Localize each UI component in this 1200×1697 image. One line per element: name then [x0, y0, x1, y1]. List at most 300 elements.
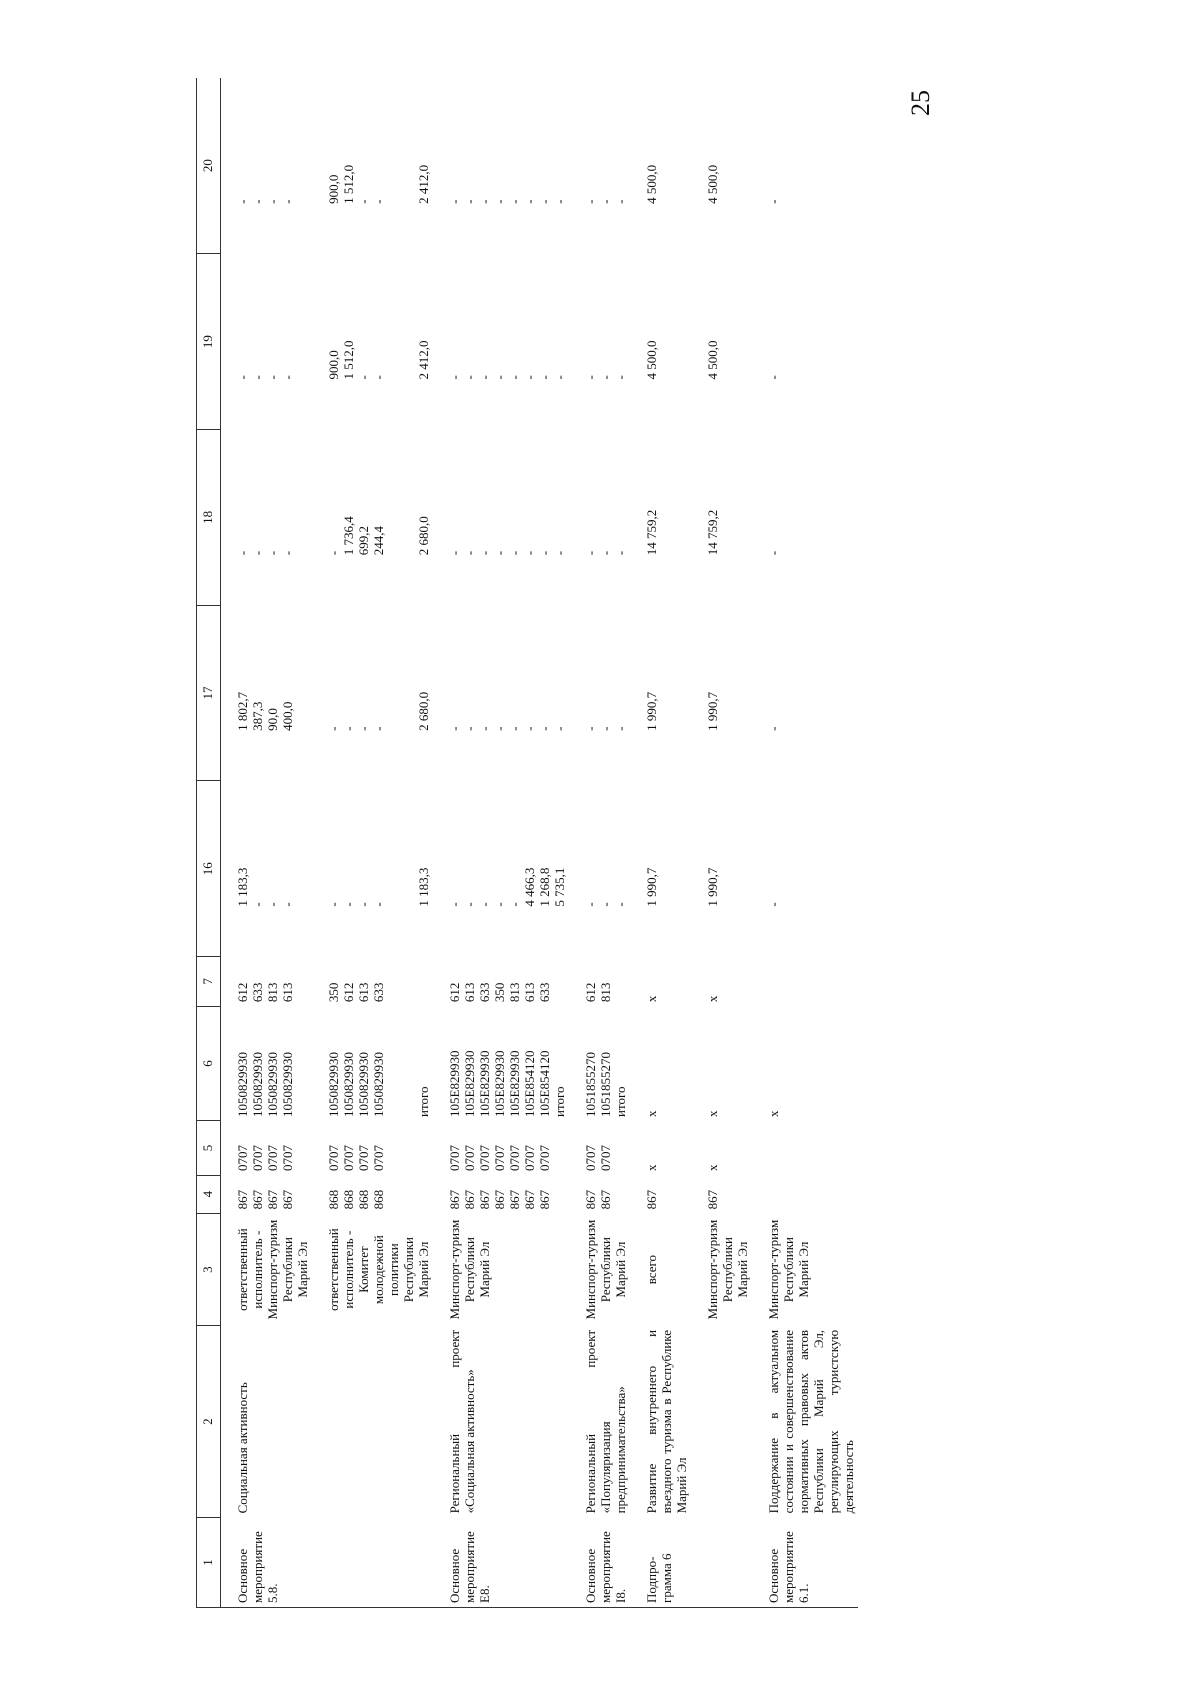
row-expense-type: [752, 957, 858, 1007]
row-target-code: [630, 1006, 691, 1121]
value-col-19: [312, 254, 433, 430]
value-col-20: [752, 78, 858, 254]
cell-line: 868: [356, 1189, 371, 1210]
cell-line: -: [492, 726, 507, 731]
column-header: 4: [197, 1175, 221, 1213]
cell-line: [401, 609, 416, 731]
row-title: [691, 1326, 752, 1517]
cell-line: -: [477, 550, 492, 556]
row-section-code: [433, 1121, 569, 1175]
cell-line: [401, 1010, 416, 1117]
cell-line: -: [356, 726, 371, 731]
row-section-code: [221, 1121, 313, 1175]
value-col-16: [691, 781, 752, 957]
cell-line: -: [265, 199, 280, 204]
cell-line: 1050829930: [250, 1051, 265, 1117]
row-title: Поддержание в актуальном состоянии и совершенствование нормативных правовых актов Республики Марий Эл, регулирующих туристскую деятельность: [766, 1329, 856, 1514]
value-col-18: [630, 430, 691, 606]
cell-line: 633: [371, 982, 386, 1003]
column-header: 6: [197, 1006, 221, 1121]
cell-line: 4 466,3: [522, 867, 537, 907]
table-header-row: [197, 78, 221, 1608]
cell-line: 387,3: [250, 701, 265, 731]
cell-line: 105Е854120: [537, 1050, 552, 1117]
cell-line: -: [356, 902, 371, 907]
value-col-19: [221, 254, 313, 430]
cell-line: итого: [613, 1086, 628, 1117]
value-col-18: [433, 430, 569, 606]
row-code: Подпро-грамма 6: [630, 1517, 691, 1607]
cell-line: 0707: [250, 1145, 265, 1172]
column-header: 3: [197, 1213, 221, 1326]
cell-line: -: [280, 375, 295, 380]
row-gr-code: [569, 1175, 630, 1213]
cell-line: 1 268,8: [537, 867, 552, 907]
cell-line: [401, 785, 416, 907]
cell-line: -: [477, 199, 492, 204]
cell-line: -: [250, 199, 265, 204]
cell-line: 0707: [507, 1145, 522, 1172]
cell-line: 1050829930: [371, 1051, 386, 1117]
value-col-16: [752, 781, 858, 957]
row-title: [312, 1326, 433, 1517]
row-executor: Минспорт-туризм Республики Марий Эл: [766, 1219, 811, 1320]
cell-line: 1050829930: [356, 1051, 371, 1117]
cell-line: итого: [552, 1086, 567, 1117]
row-target-code: [312, 1006, 433, 1121]
cell-line: -: [265, 550, 280, 556]
cell-line: 105Е829930: [447, 1050, 462, 1117]
cell-line: 867: [507, 1189, 522, 1210]
value-col-16: [433, 781, 569, 957]
cell-line: -: [326, 902, 341, 907]
cell-line: -: [537, 375, 552, 380]
value-col-19: [569, 254, 630, 430]
cell-line: -: [552, 199, 567, 204]
row-section-code: [569, 1121, 630, 1175]
cell-line: -: [235, 199, 250, 204]
cell-line: -: [552, 375, 567, 380]
cell-line: 613: [522, 982, 537, 1003]
value-col-18: [221, 430, 313, 606]
column-header: 2: [197, 1326, 221, 1517]
cell-line: -: [447, 726, 462, 731]
cell-line: 867: [265, 1189, 280, 1210]
cell-line: 867: [705, 1189, 720, 1210]
cell-line: 1050829930: [235, 1051, 250, 1117]
cell-line: -: [537, 550, 552, 556]
table-row: [752, 78, 858, 1608]
cell-line: -: [552, 726, 567, 731]
cell-line: -: [522, 199, 537, 204]
page-number: 25: [906, 90, 935, 116]
row-expense-type: [691, 957, 752, 1007]
cell-line: 1051855270: [583, 1051, 598, 1117]
cell-line: -: [766, 375, 781, 380]
cell-line: -: [766, 902, 781, 907]
cell-line: [401, 82, 416, 204]
cell-line: -: [250, 375, 265, 380]
row-gr-code: [433, 1175, 569, 1213]
cell-line: -: [326, 726, 341, 731]
cell-line: 699,2: [356, 525, 371, 556]
cell-line: 1 990,7: [644, 867, 659, 907]
row-gr-code: [312, 1175, 433, 1213]
cell-line: 105Е829930: [492, 1050, 507, 1117]
row-gr-code: [630, 1175, 691, 1213]
value-col-19: [630, 254, 691, 430]
value-col-17: [569, 605, 630, 781]
cell-line: 1050829930: [280, 1051, 295, 1117]
cell-line: 0707: [235, 1145, 250, 1172]
cell-line: 633: [250, 982, 265, 1003]
cell-line: 2 412,0: [416, 164, 431, 204]
cell-line: х: [644, 1110, 659, 1117]
cell-line: 90,0: [265, 708, 280, 731]
cell-line: -: [507, 550, 522, 556]
cell-line: 867: [492, 1189, 507, 1210]
cell-line: -: [766, 199, 781, 204]
column-header: 7: [197, 957, 221, 1007]
cell-line: -: [766, 550, 781, 556]
row-title: Региональный проект «Социальная активность»: [447, 1329, 477, 1514]
row-title: Развитие внутреннего и въездного туризма в Республике Марий Эл: [644, 1329, 689, 1514]
cell-line: -: [356, 375, 371, 380]
cell-line: 105Е829930: [507, 1050, 522, 1117]
cell-line: 350: [326, 982, 341, 1003]
cell-line: х: [644, 995, 659, 1003]
cell-line: 0707: [477, 1145, 492, 1172]
cell-line: -: [492, 550, 507, 556]
cell-line: 867: [235, 1189, 250, 1210]
cell-line: 613: [280, 982, 295, 1003]
cell-line: 867: [644, 1189, 659, 1210]
table-row: [221, 78, 313, 1608]
cell-line: -: [507, 375, 522, 380]
cell-line: -: [522, 375, 537, 380]
rotated-table-container: [196, 78, 914, 1608]
cell-line: 0707: [583, 1145, 598, 1172]
cell-line: х: [705, 1110, 720, 1117]
cell-line: х: [766, 1110, 781, 1117]
cell-line: -: [613, 550, 628, 556]
cell-line: -: [341, 902, 356, 907]
cell-line: -: [265, 902, 280, 907]
cell-line: 105Е829930: [477, 1050, 492, 1117]
column-header: 20: [197, 78, 221, 254]
cell-line: 867: [598, 1189, 613, 1210]
row-section-code: [691, 1121, 752, 1175]
row-section-code: [630, 1121, 691, 1175]
cell-line: -: [477, 902, 492, 907]
cell-line: 1 736,4: [341, 516, 356, 556]
table-row: [312, 78, 433, 1608]
row-executor: Минспорт-туризм Республики Марий Эл: [705, 1219, 750, 1320]
cell-line: [386, 785, 401, 907]
cell-line: [386, 82, 401, 204]
cell-line: 1 802,7: [235, 691, 250, 731]
cell-line: -: [265, 375, 280, 380]
row-expense-type: [312, 957, 433, 1007]
cell-line: 1 512,0: [341, 164, 356, 204]
cell-line: 613: [462, 982, 477, 1003]
row-title: Региональный проект «Популяризация предпринимательства»: [583, 1329, 628, 1514]
value-col-17: [752, 605, 858, 781]
row-code: Основное мероприятие 5.8.: [221, 1517, 313, 1607]
cell-line: 4 500,0: [644, 340, 659, 380]
cell-line: -: [477, 726, 492, 731]
cell-line: 0707: [522, 1145, 537, 1172]
cell-line: -: [598, 902, 613, 907]
value-col-19: [691, 254, 752, 430]
cell-line: -: [447, 199, 462, 204]
cell-line: -: [250, 902, 265, 907]
cell-line: 633: [537, 982, 552, 1003]
cell-line: х: [705, 995, 720, 1003]
cell-line: -: [492, 375, 507, 380]
row-code: [312, 1517, 433, 1607]
cell-line: 868: [341, 1189, 356, 1210]
cell-line: -: [371, 375, 386, 380]
cell-line: 633: [477, 982, 492, 1003]
cell-line: -: [598, 199, 613, 204]
cell-line: 4 500,0: [705, 164, 720, 204]
cell-line: 0707: [265, 1145, 280, 1172]
cell-line: 867: [280, 1189, 295, 1210]
cell-line: 0707: [371, 1145, 386, 1172]
cell-line: -: [766, 726, 781, 731]
cell-line: 0707: [341, 1145, 356, 1172]
cell-line: [401, 258, 416, 380]
cell-line: 613: [356, 982, 371, 1003]
value-col-17: [433, 605, 569, 781]
value-col-20: [433, 78, 569, 254]
cell-line: [386, 434, 401, 556]
cell-line: -: [598, 550, 613, 556]
value-col-17: [630, 605, 691, 781]
row-target-code: [752, 1006, 858, 1121]
cell-line: 5 735,1: [552, 867, 567, 907]
cell-line: 1050829930: [341, 1051, 356, 1117]
cell-line: 867: [522, 1189, 537, 1210]
cell-line: [386, 1010, 401, 1117]
cell-line: -: [613, 375, 628, 380]
value-col-18: [691, 430, 752, 606]
cell-line: 0707: [280, 1145, 295, 1172]
cell-line: -: [583, 902, 598, 907]
cell-line: 1 990,7: [705, 691, 720, 731]
cell-line: 867: [447, 1189, 462, 1210]
cell-line: х: [644, 1164, 659, 1172]
value-col-17: [691, 605, 752, 781]
column-header: 16: [197, 781, 221, 957]
table-row: [691, 78, 752, 1608]
cell-line: итого: [416, 1086, 431, 1117]
cell-line: -: [507, 902, 522, 907]
row-expense-type: [569, 957, 630, 1007]
cell-line: -: [598, 726, 613, 731]
row-expense-type: [221, 957, 313, 1007]
column-header: 17: [197, 605, 221, 781]
cell-line: 0707: [462, 1145, 477, 1172]
row-expense-type: [630, 957, 691, 1007]
cell-line: 813: [265, 982, 280, 1003]
cell-line: 1 990,7: [644, 691, 659, 731]
cell-line: 813: [598, 982, 613, 1003]
row-code: Основное мероприятие Е8.: [433, 1517, 569, 1607]
row-gr-code: [221, 1175, 313, 1213]
value-col-17: [221, 605, 313, 781]
cell-line: -: [462, 902, 477, 907]
cell-line: -: [462, 375, 477, 380]
value-col-18: [569, 430, 630, 606]
cell-line: 868: [371, 1189, 386, 1210]
cell-line: -: [507, 726, 522, 731]
cell-line: -: [552, 550, 567, 556]
value-col-19: [752, 254, 858, 430]
row-target-code: [221, 1006, 313, 1121]
row-title: Социальная активность: [235, 1382, 250, 1514]
cell-line: 105Е829930: [462, 1050, 477, 1117]
value-col-16: [312, 781, 433, 957]
cell-line: -: [598, 375, 613, 380]
cell-line: 350: [492, 982, 507, 1003]
cell-line: 4 500,0: [705, 340, 720, 380]
cell-line: -: [280, 199, 295, 204]
value-col-20: [569, 78, 630, 254]
cell-line: -: [326, 550, 341, 556]
cell-line: -: [537, 199, 552, 204]
cell-line: -: [235, 550, 250, 556]
row-target-code: [569, 1006, 630, 1121]
table-row: [433, 78, 569, 1608]
value-col-20: [691, 78, 752, 254]
table-row: [630, 78, 691, 1608]
cell-line: 14 759,2: [644, 509, 659, 556]
cell-line: -: [477, 375, 492, 380]
row-expense-type: [433, 957, 569, 1007]
cell-line: 244,4: [371, 525, 386, 556]
value-col-18: [752, 430, 858, 606]
value-col-16: [221, 781, 313, 957]
column-header: 1: [197, 1517, 221, 1607]
value-col-19: [433, 254, 569, 430]
cell-line: [401, 434, 416, 556]
cell-line: -: [492, 199, 507, 204]
row-section-code: [752, 1121, 858, 1175]
cell-line: 867: [583, 1189, 598, 1210]
cell-line: [386, 258, 401, 380]
cell-line: -: [522, 726, 537, 731]
cell-line: 0707: [492, 1145, 507, 1172]
cell-line: 4 500,0: [644, 164, 659, 204]
cell-line: 0707: [326, 1145, 341, 1172]
cell-line: 2 680,0: [416, 691, 431, 731]
cell-line: -: [462, 550, 477, 556]
cell-line: -: [522, 550, 537, 556]
value-col-20: [630, 78, 691, 254]
cell-line: 867: [250, 1189, 265, 1210]
cell-line: -: [613, 902, 628, 907]
row-executor: ответственный исполнитель - Минспорт-туризм Республики Марий Эл: [235, 1219, 310, 1320]
cell-line: -: [341, 726, 356, 731]
cell-line: -: [371, 902, 386, 907]
cell-line: -: [462, 199, 477, 204]
cell-line: -: [371, 199, 386, 204]
cell-line: -: [492, 902, 507, 907]
cell-line: 612: [235, 982, 250, 1003]
row-executor: всего: [644, 1254, 659, 1285]
cell-line: -: [447, 902, 462, 907]
value-col-18: [312, 430, 433, 606]
cell-line: 0707: [598, 1145, 613, 1172]
cell-line: 900,0: [326, 174, 341, 204]
value-col-20: [221, 78, 313, 254]
budget-table: [196, 78, 858, 1608]
cell-line: 1050829930: [265, 1051, 280, 1117]
row-executor: Минспорт-туризм Республики Марий Эл: [447, 1219, 492, 1320]
cell-line: -: [583, 726, 598, 731]
row-section-code: [312, 1121, 433, 1175]
cell-line: -: [462, 726, 477, 731]
row-target-code: [433, 1006, 569, 1121]
cell-line: 2 412,0: [416, 340, 431, 380]
cell-line: 0707: [356, 1145, 371, 1172]
cell-line: -: [235, 375, 250, 380]
cell-line: 2 680,0: [416, 516, 431, 556]
cell-line: [386, 609, 401, 731]
row-gr-code: [752, 1175, 858, 1213]
cell-line: 612: [447, 982, 462, 1003]
column-header: 5: [197, 1121, 221, 1175]
row-target-code: [691, 1006, 752, 1121]
row-gr-code: [691, 1175, 752, 1213]
cell-line: 612: [583, 982, 598, 1003]
cell-line: 900,0: [326, 350, 341, 380]
cell-line: 867: [477, 1189, 492, 1210]
cell-line: -: [583, 375, 598, 380]
cell-line: 1 183,3: [416, 867, 431, 907]
cell-line: -: [280, 902, 295, 907]
cell-line: -: [356, 199, 371, 204]
cell-line: 0707: [447, 1145, 462, 1172]
cell-line: -: [613, 726, 628, 731]
column-header: 18: [197, 430, 221, 606]
row-code: Основное мероприятие 6.1.: [752, 1517, 858, 1607]
cell-line: 1050829930: [326, 1051, 341, 1117]
cell-line: 14 759,2: [705, 509, 720, 556]
cell-line: 813: [507, 982, 522, 1003]
cell-line: 1 183,3: [235, 867, 250, 907]
cell-line: 1051855270: [598, 1051, 613, 1117]
cell-line: 0707: [537, 1145, 552, 1172]
cell-line: -: [537, 726, 552, 731]
value-col-16: [569, 781, 630, 957]
cell-line: 867: [537, 1189, 552, 1210]
cell-line: 1 990,7: [705, 867, 720, 907]
value-col-17: [312, 605, 433, 781]
cell-line: -: [371, 726, 386, 731]
cell-line: 1 512,0: [341, 340, 356, 380]
cell-line: 400,0: [280, 701, 295, 731]
row-executor: Минспорт-туризм Республики Марий Эл: [583, 1219, 628, 1320]
row-code: [691, 1517, 752, 1607]
cell-line: -: [280, 550, 295, 556]
cell-line: -: [250, 550, 265, 556]
value-col-16: [630, 781, 691, 957]
cell-line: -: [447, 550, 462, 556]
cell-line: 612: [341, 982, 356, 1003]
